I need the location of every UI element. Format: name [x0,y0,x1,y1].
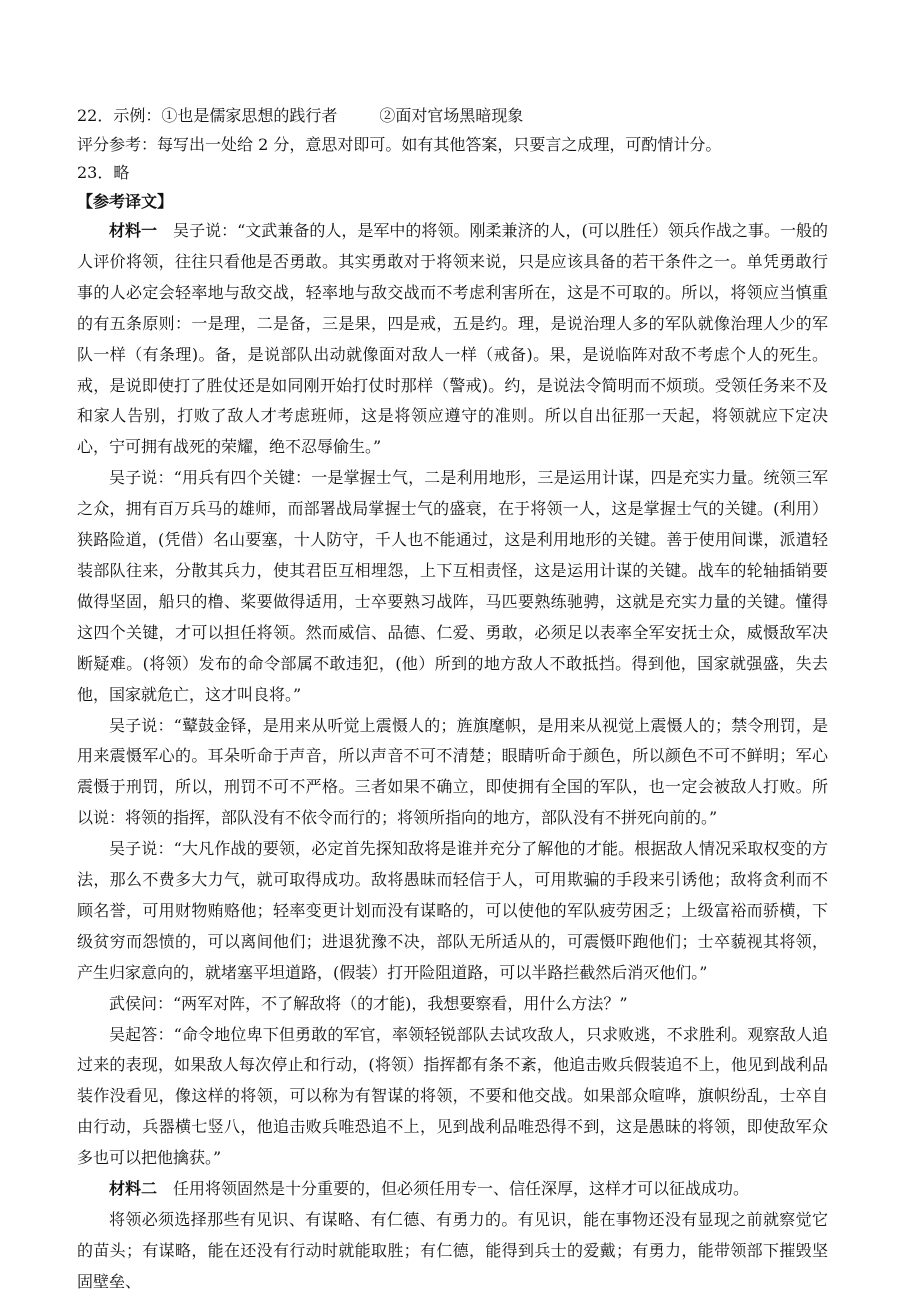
paragraph-wuhou-question: 武侯问：“两军对阵，不了解敌将（的才能)，我想要察看，用什么方法？” [109,993,628,1013]
paragraph-four-keys: 吴子说：“用兵有四个关键：一是掌握士气，二是利用地形，三是运用计谋，四是充实力量。统领三军之众，拥有百万兵马的雄师，而部署战局掌握士气的盛衰，在于将领一人，这是掌握士气的关键。(利用）狭路险道，(凭借）名山要塞，十人防守，千人也不能通过，这是利用地形的关键。善于使用间谍，派遣轻装部队往来，分散其兵力，使其君臣互相埋怨，上下互相责怪，这是运用计谋的关键。战车的轮轴插销要做得坚固，船只的橹、桨要做得适用，士卒要熟习战阵，马匹要熟练驰骋，这就是充实力量的关键。懂得这四个关键，才可以担任将领。然而威信、品德、仁爱、勇敢，必须足以表率全军安抚士众，威慑敌军决断疑难。(将领）发布的命令部属不敢违犯，(他）所到的地方敌人不敢抵挡。得到他，国家就强盛，失去他，国家就危亡，这才叫良将。” [77,468,828,704]
paragraph-lead: 材料二 [109,1179,158,1199]
answer-22-point-2: ②面对官场黑暗现象 [379,106,524,125]
paragraph-text: 吴子说：“文武兼备的人，是军中的将领。刚柔兼济的人，(可以胜任）领兵作战之事。一般的人评价将领，往往只看他是否勇敢。其实勇敢对于将领来说，只是应该具备的若干条件之一。单凭勇敢行事的人必定会轻率地与敌交战，轻率地与敌交战而不考虑利害所在，这是不可取的。所以，将领应当慎重的有五条原则：一是理，二是备，三是果，四是戒，五是约。理，是说治理人多的军队就像治理人少的军队一样（有条理)。备，是说部队出动就像面对敌人一样（戒备)。果，是说临阵对敌不考虑个人的死生。戒，是说即使打了胜仗还是如同刚开始打仗时那样（警戒)。约，是说法令简明而不烦琐。受领任务来不及和家人告别，打败了敌人才考虑班师，这是将领应遵守的准则。所以自出征那一天起，将领就应下定决心，宁可拥有战死的荣耀，绝不忍辱偷生。” [77,221,828,457]
translation-heading: 【参考译文】 [77,191,174,211]
paragraph-general-selection: 将领必须选择那些有见识、有谋略、有仁德、有勇力的。有见识，能在事物还没有显现之前就察觉它的苗头；有谋略，能在还没有行动时就能取胜；有仁德，能得到兵士的爱戴；有勇力，能带领部下摧毁坚固壁垒、 [77,1210,828,1291]
paragraph-lead: 材料一 [109,221,158,240]
paragraph-text: 任用将领固然是十分重要的，但必须任用专一、信任深厚，这样才可以征战成功。 [157,1179,750,1199]
answer-22-point-1: ①也是儒家思想的践行者 [161,106,338,125]
paragraph-material-2 [77,1174,828,1205]
paragraph-drums-banners: 吴子说：“鼙鼓金铎，是用来从听觉上震慑人的；旌旗麾帜，是用来从视觉上震慑人的；禁令刑罚，是用来震慑军心的。耳朵听命于声音，所以声音不可不清楚；眼睛听命于颜色，所以颜色不可不鲜明；军心震慑于刑罚，所以，刑罚不可不严格。三者如果不确立，即使拥有全国的军队，也一定会被敌人打败。所以说：将领的指挥，部队没有不依令而行的；将领所指向的地方，部队没有不拼死向前的。” [77,715,828,828]
answer-22-label: 22．示例： [77,106,162,125]
paragraph-battle-essentials: 吴子说：“大凡作战的要领，必定首先探知敌将是谁并充分了解他的才能。根据敌人情况采取权变的方法，那么不费多大力气，就可取得成功。敌将愚昧而轻信于人，可用欺骗的手段来引诱他；敌将贪利而不顾名誉，可用财物贿赂他；轻率变更计划而没有谋略的，可以使他的军队疲劳困乏；上级富裕而骄横，下级贫穷而怨愤的，可以离间他们；进退犹豫不决，部队无所适从的，可震慑吓跑他们；士卒藐视其将领，产生归家意向的，就堵塞平坦道路，(假装）打开险阻道路，可以半路拦截然后消灭他们。” [77,839,828,982]
answer-23: 23．略 [77,163,130,182]
paragraph-wuqi-answer: 吴起答：“命令地位卑下但勇敢的军官，率领轻锐部队去试攻敌人，只求败逃，不求胜利。观察敌人追过来的表现，如果敌人每次停止和行动，(将领）指挥都有条不紊，他追击败兵假装追不上，他见到战利品装作没看见，像这样的将领，可以称为有智谋的将领，不要和他交战。如果部众喧哗，旗帜纷乱，士卒自由行动，兵器横七竖八，他追击败兵唯恐追不上，见到战利品唯恐得不到，这是愚昧的将领，即使敌军众多也可以把他擒获。” [77,1024,828,1168]
scoring-note: 评分参考：每写出一处给 2 分，意思对即可。如有其他答案，只要言之成理，可酌情计分。 [77,134,722,154]
paragraph-material-1 [77,216,828,463]
answer-22 [77,102,828,131]
